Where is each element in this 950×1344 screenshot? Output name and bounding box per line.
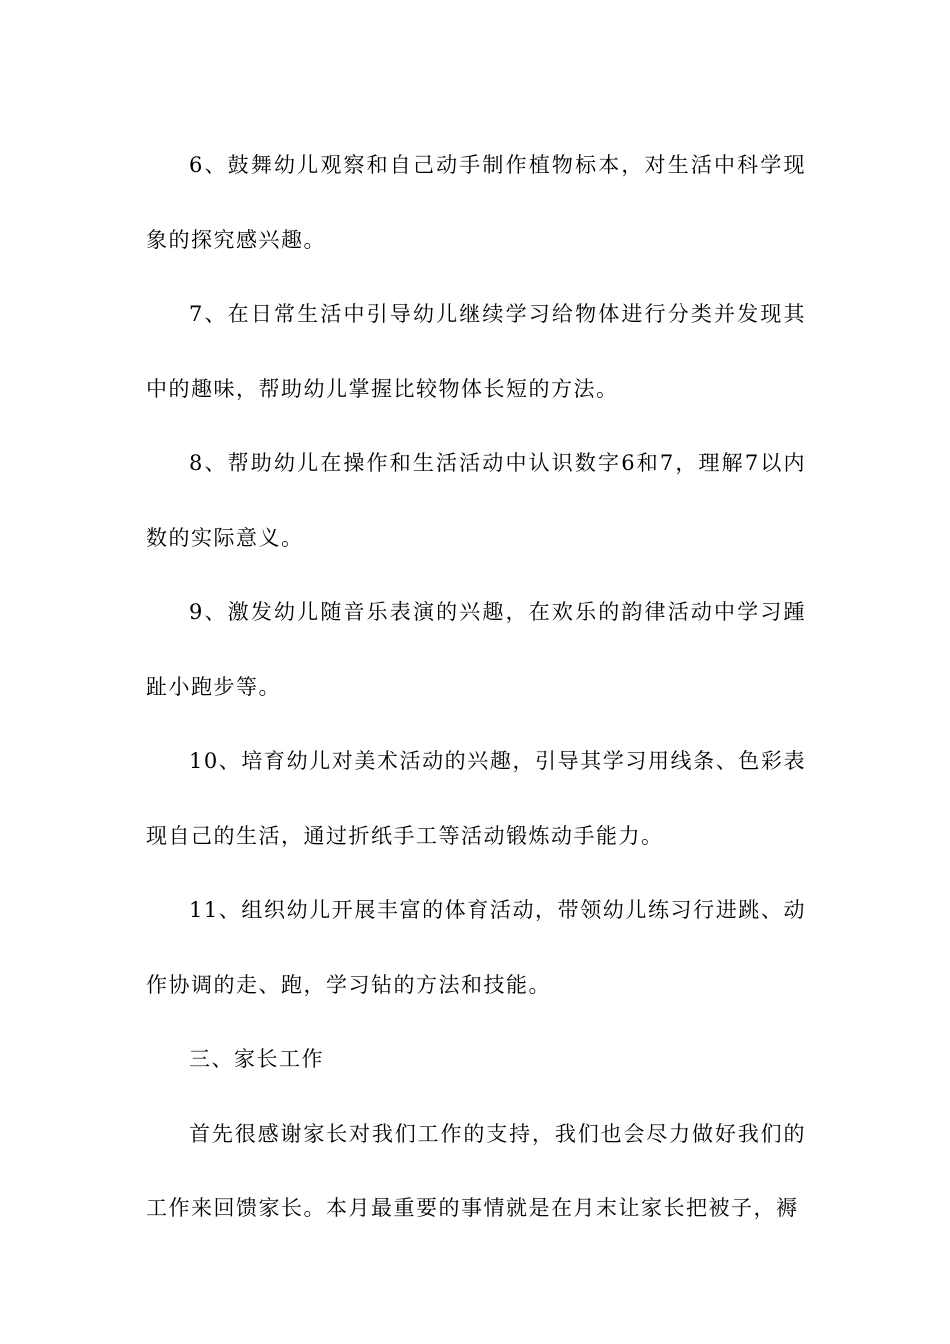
paragraph-item-10: 10、培育幼儿对美术活动的兴趣，引导其学习用线条、色彩表现自己的生活，通过折纸手工等活动锻炼动手能力。 <box>146 749 806 848</box>
paragraph-item-7: 7、在日常生活中引导幼儿继续学习给物体进行分类并发现其中的趣味，帮助幼儿掌握比较物体长短的方法。 <box>146 302 806 401</box>
paragraph-item-11: 11、组织幼儿开展丰富的体育活动，带领幼儿练习行进跳、动作协调的走、跑，学习钻的方法和技能。 <box>146 898 806 997</box>
paragraph-item-9: 9、激发幼儿随音乐表演的兴趣，在欢乐的韵律活动中学习踵趾小跑步等。 <box>146 600 806 699</box>
document-body <box>146 128 806 1246</box>
paragraph-parent-work: 首先很感谢家长对我们工作的支持，我们也会尽力做好我们的工作来回馈家长。本月最重要的事情就是在月末让家长把被子，褥 <box>146 1121 806 1220</box>
paragraph-item-8: 8、帮助幼儿在操作和生活活动中认识数字6和7，理解7以内数的实际意义。 <box>146 451 806 550</box>
paragraph-item-6: 6、鼓舞幼儿观察和自己动手制作植物标本，对生活中科学现象的探究感兴趣。 <box>146 153 806 252</box>
section-heading-parent-work: 三、家长工作 <box>189 1047 324 1071</box>
